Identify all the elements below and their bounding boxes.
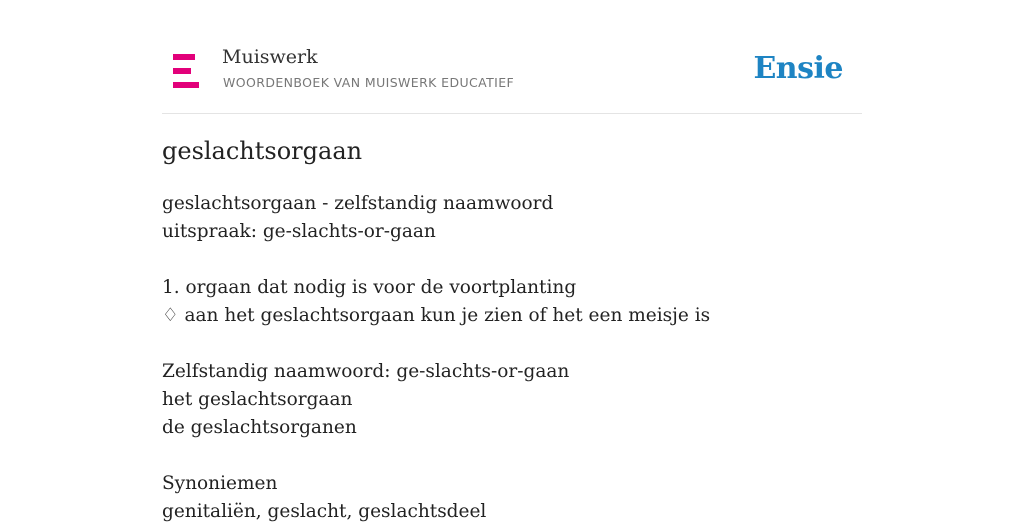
spacer bbox=[162, 330, 710, 358]
muiswerk-logo-icon[interactable] bbox=[173, 54, 201, 88]
entry-content bbox=[162, 190, 710, 526]
synonyms-heading: Synoniemen bbox=[162, 473, 278, 494]
spacer bbox=[162, 246, 710, 274]
page-container bbox=[162, 0, 862, 522]
definition: 1. orgaan dat nodig is voor de voortplanting bbox=[162, 277, 577, 298]
brand-title[interactable]: Muiswerk bbox=[222, 46, 318, 68]
plural-form: de geslachtsorganen bbox=[162, 417, 357, 438]
page-title: geslachtsorgaan bbox=[162, 137, 363, 165]
headword-line: geslachtsorgaan - zelfstandig naamwoord bbox=[162, 193, 554, 214]
spacer bbox=[162, 442, 710, 470]
pronunciation: uitspraak: ge-slachts-or-gaan bbox=[162, 221, 436, 242]
grammar-heading: Zelfstandig naamwoord: ge-slachts-or-gaan bbox=[162, 361, 570, 382]
singular-form: het geslachtsorgaan bbox=[162, 389, 353, 410]
ensie-logo-link[interactable]: Ensie bbox=[753, 51, 843, 86]
synonyms-list: genitaliën, geslacht, geslachtsdeel bbox=[162, 501, 487, 522]
brand-subtitle: WOORDENBOEK VAN MUISWERK EDUCATIEF bbox=[223, 75, 515, 90]
example-sentence: ♢ aan het geslachtsorgaan kun je zien of het een meisje is bbox=[162, 305, 711, 326]
site-header bbox=[162, 0, 862, 114]
